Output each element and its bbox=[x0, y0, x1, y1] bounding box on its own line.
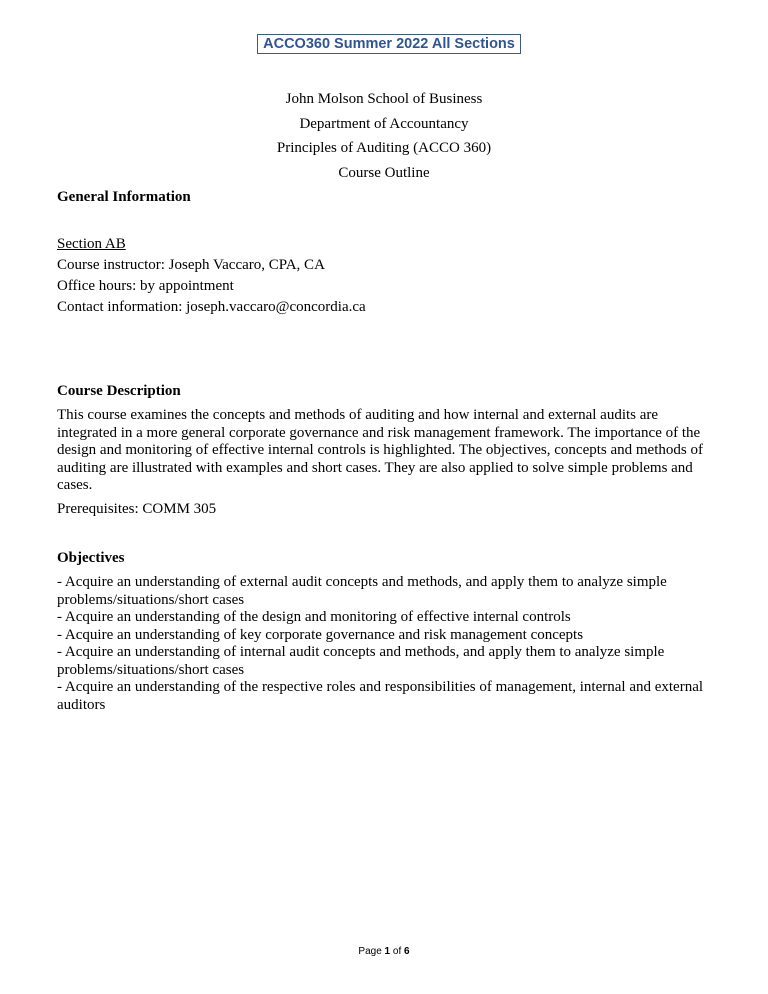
footer-of-word: of bbox=[392, 946, 402, 957]
footer-total-pages: 6 bbox=[404, 946, 410, 957]
footer-page-word: Page bbox=[358, 946, 382, 957]
objective-item: - Acquire an understanding of key corporate governance and risk management concepts bbox=[57, 626, 584, 643]
document-type: Course Outline bbox=[338, 165, 430, 181]
section-label: Section AB bbox=[57, 236, 126, 252]
objective-item: - Acquire an understanding of external audit concepts and methods, and apply them to analyze simple problems/situations/short cases bbox=[57, 574, 667, 608]
header-title-box bbox=[257, 34, 521, 54]
office-hours-line: Office hours: by appointment bbox=[57, 278, 234, 294]
prerequisites-line: Prerequisites: COMM 305 bbox=[57, 501, 217, 517]
header-title: ACCO360 Summer 2022 All Sections bbox=[263, 36, 515, 52]
objective-item: - Acquire an understanding of internal audit concepts and methods, and apply them to analyze simple problems/situations/short cases bbox=[57, 644, 665, 678]
instructor-line: Course instructor: Joseph Vaccaro, CPA, CA bbox=[57, 257, 325, 273]
course-description-heading: Course Description bbox=[57, 383, 181, 399]
objectives-heading: Objectives bbox=[57, 550, 125, 566]
general-info-heading: General Information bbox=[57, 189, 191, 205]
page-footer bbox=[0, 946, 768, 957]
objectives-list bbox=[57, 574, 717, 714]
objective-item: - Acquire an understanding of the design and monitoring of effective internal controls bbox=[57, 609, 571, 625]
department-name: Department of Accountancy bbox=[299, 116, 469, 132]
objective-item: - Acquire an understanding of the respective roles and responsibilities of management, internal and external auditors bbox=[57, 679, 704, 713]
contact-line: Contact information: joseph.vaccaro@concordia.ca bbox=[57, 299, 366, 315]
footer-current-page: 1 bbox=[384, 946, 391, 957]
general-info-block bbox=[57, 235, 717, 316]
course-name: Principles of Auditing (ACCO 360) bbox=[276, 140, 492, 156]
course-description-body: This course examines the concepts and methods of auditing and how internal and external audits are integrated in a more general corporate governance and risk management framework. The importance of the design and monitoring of effective internal controls is highlighted. The objectives, concepts and methods of auditing are illustrated with examples and short cases. They are also applied to solve simple problems and cases. bbox=[57, 407, 703, 493]
school-name: John Molson School of Business bbox=[285, 91, 483, 107]
